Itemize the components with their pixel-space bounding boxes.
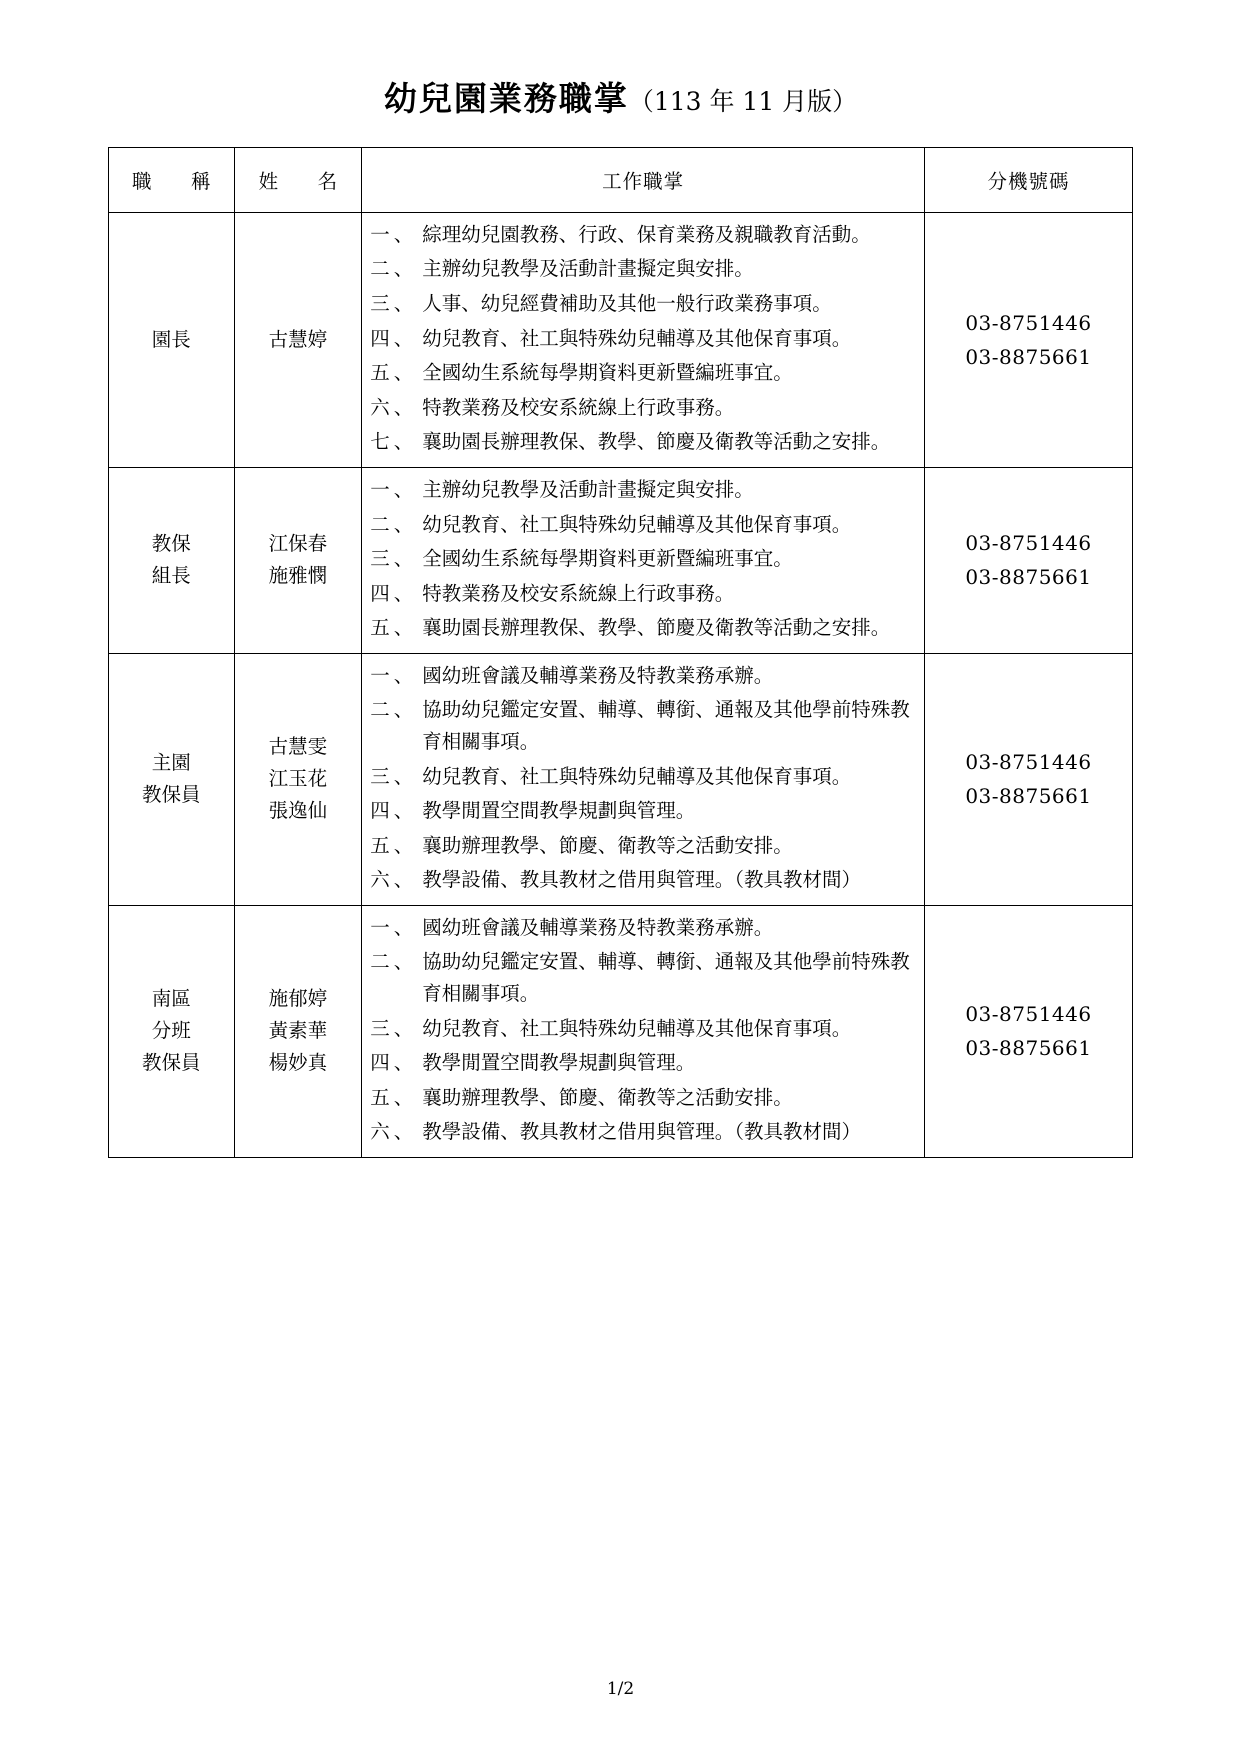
cell-duties [362,467,925,653]
job-title-line: 園長 [151,327,191,351]
extension-number: 03-8751446 [965,750,1092,775]
person-name: 古慧雯 [268,735,328,759]
duty-item [370,1047,916,1079]
duty-item-text: 幼兒教育、社工與特殊幼兒輔導及其他保育事項。 [422,512,852,536]
duty-item-text: 特教業務及校安系統線上行政事務。 [422,395,735,419]
duty-item-text: 特教業務及校安系統線上行政事務。 [422,581,735,605]
duty-item [370,912,916,944]
duty-item [370,543,916,575]
cell-job-title [109,467,235,653]
duty-item [370,323,916,355]
duty-item [370,219,916,251]
page-title-version: （113 年 11 月版） [628,87,858,116]
duty-item [370,694,916,757]
cell-duties [362,653,925,905]
page-title [108,78,1133,121]
duty-item-number: 五、 [370,616,418,640]
cell-person-names [234,905,362,1157]
duty-item-text: 教學設備、教具教材之借用與管理。（教具教材間） [422,1120,861,1144]
duty-item-number: 五、 [370,361,418,385]
duty-item-number: 一、 [370,663,418,687]
duty-item-text: 幼兒教育、社工與特殊幼兒輔導及其他保育事項。 [422,326,852,350]
duty-item [370,1013,916,1045]
duty-item-number: 一、 [370,477,418,501]
job-title-line: 教保 [151,532,191,556]
person-name: 古慧婷 [268,327,328,351]
table-body [109,212,1133,1157]
job-title-line: 分班 [151,1019,191,1043]
duty-item [370,946,916,1009]
duty-item [370,864,916,896]
extension-number: 03-8875661 [965,1036,1092,1061]
duty-list [370,474,916,644]
duty-item [370,578,916,610]
table-header [109,147,1133,212]
cell-duties [362,212,925,467]
duty-item-text: 襄助辦理教學、節慶、衛教等之活動安排。 [422,833,793,857]
column-header-name: 姓 名 [234,147,362,212]
page-number: 1/2 [606,1679,635,1699]
duty-item-text: 人事、幼兒經費補助及其他一般行政業務事項。 [422,292,832,316]
cell-extension-numbers [924,467,1132,653]
page-title-main: 幼兒園業務職掌 [383,79,629,118]
duty-item-number: 五、 [370,1085,418,1109]
cell-job-title [109,905,235,1157]
job-title-line: 教保員 [142,1051,201,1075]
cell-extension-numbers [924,212,1132,467]
column-header-title: 職 稱 [109,147,235,212]
duty-item-number: 六、 [370,1120,418,1144]
extension-number: 03-8751446 [965,1002,1092,1027]
duty-item-text: 主辦幼兒教學及活動計畫擬定與安排。 [422,477,754,501]
duty-item-text: 襄助辦理教學、節慶、衛教等之活動安排。 [422,1085,793,1109]
duty-item-number: 五、 [370,833,418,857]
duty-item [370,660,916,692]
person-name: 施郁婷 [268,987,328,1011]
cell-job-title [109,653,235,905]
duty-item-number: 六、 [370,868,418,892]
duty-item-text: 國幼班會議及輔導業務及特教業務承辦。 [422,915,774,939]
extension-number: 03-8875661 [965,344,1092,369]
job-title-line: 組長 [151,564,191,588]
duty-item-text: 教學設備、教具教材之借用與管理。（教具教材間） [422,868,861,892]
duty-item-text: 主辦幼兒教學及活動計畫擬定與安排。 [422,257,754,281]
duty-item-text: 全國幼生系統每學期資料更新暨編班事宜。 [422,361,793,385]
table-row [109,905,1133,1157]
duty-item-text: 協助幼兒鑑定安置、輔導、轉銜、通報及其他學前特殊教育相關事項。 [422,950,910,1006]
duty-item-number: 四、 [370,799,418,823]
duty-table [108,147,1133,1158]
duty-item-number: 四、 [370,1051,418,1075]
job-title-line: 主園 [151,751,191,775]
duty-item [370,474,916,506]
cell-person-names [234,212,362,467]
person-name: 施雅憫 [268,564,328,588]
duty-item-text: 協助幼兒鑑定安置、輔導、轉銜、通報及其他學前特殊教育相關事項。 [422,698,910,753]
duty-item-number: 一、 [370,915,418,939]
duty-item [370,426,916,458]
duty-item-number: 二、 [370,512,418,536]
duty-list [370,219,916,458]
duty-item [370,1082,916,1114]
duty-item-text: 襄助園長辦理教保、教學、節慶及衛教等活動之安排。 [422,430,891,454]
duty-item-number: 四、 [370,581,418,605]
duty-item [370,392,916,424]
duty-list [370,912,916,1148]
extension-number: 03-8751446 [965,310,1092,335]
table-row [109,212,1133,467]
duty-item [370,509,916,541]
job-title-line: 南區 [151,987,191,1011]
extension-number: 03-8875661 [965,784,1092,809]
duty-item [370,761,916,793]
duty-item [370,357,916,389]
duty-item-number: 二、 [370,257,418,281]
person-name: 江玉花 [268,767,328,791]
table-header-row [109,147,1133,212]
table-row [109,653,1133,905]
duty-item-number: 六、 [370,395,418,419]
duty-item-text: 教學閒置空間教學規劃與管理。 [422,799,696,823]
cell-person-names [234,653,362,905]
person-name: 黃素華 [268,1019,328,1043]
duty-item-number: 三、 [370,547,418,571]
duty-item-text: 全國幼生系統每學期資料更新暨編班事宜。 [422,547,793,571]
extension-number: 03-8875661 [965,565,1092,590]
duty-item-number: 一、 [370,222,418,246]
duty-item-text: 國幼班會議及輔導業務及特教業務承辦。 [422,663,774,687]
duty-item-number: 三、 [370,1016,418,1040]
duty-item [370,830,916,862]
duty-item-number: 四、 [370,326,418,350]
duty-item [370,1116,916,1148]
person-name: 張逸仙 [268,799,328,823]
duty-item [370,288,916,320]
duty-item-text: 教學閒置空間教學規劃與管理。 [422,1051,696,1075]
duty-item-number: 三、 [370,764,418,788]
duty-item-text: 綜理幼兒園教務、行政、保育業務及親職教育活動。 [422,222,871,246]
cell-extension-numbers [924,905,1132,1157]
duty-item-number: 七、 [370,430,418,454]
extension-number: 03-8751446 [965,531,1092,556]
duty-item [370,795,916,827]
table-row [109,467,1133,653]
person-name: 江保春 [268,532,328,556]
duty-item-text: 幼兒教育、社工與特殊幼兒輔導及其他保育事項。 [422,764,852,788]
duty-item-text: 襄助園長辦理教保、教學、節慶及衛教等活動之安排。 [422,616,891,640]
column-header-duty: 工作職掌 [362,147,925,212]
cell-extension-numbers [924,653,1132,905]
duty-item [370,612,916,644]
cell-duties [362,905,925,1157]
job-title-line: 教保員 [142,783,201,807]
duty-item-text: 幼兒教育、社工與特殊幼兒輔導及其他保育事項。 [422,1016,852,1040]
duty-item-number: 二、 [370,698,418,722]
duty-item-number: 三、 [370,292,418,316]
cell-person-names [234,467,362,653]
column-header-ext: 分機號碼 [924,147,1132,212]
duty-list [370,660,916,896]
duty-item [370,253,916,285]
person-name: 楊妙真 [268,1051,328,1075]
cell-job-title [109,212,235,467]
duty-item-number: 二、 [370,950,418,974]
